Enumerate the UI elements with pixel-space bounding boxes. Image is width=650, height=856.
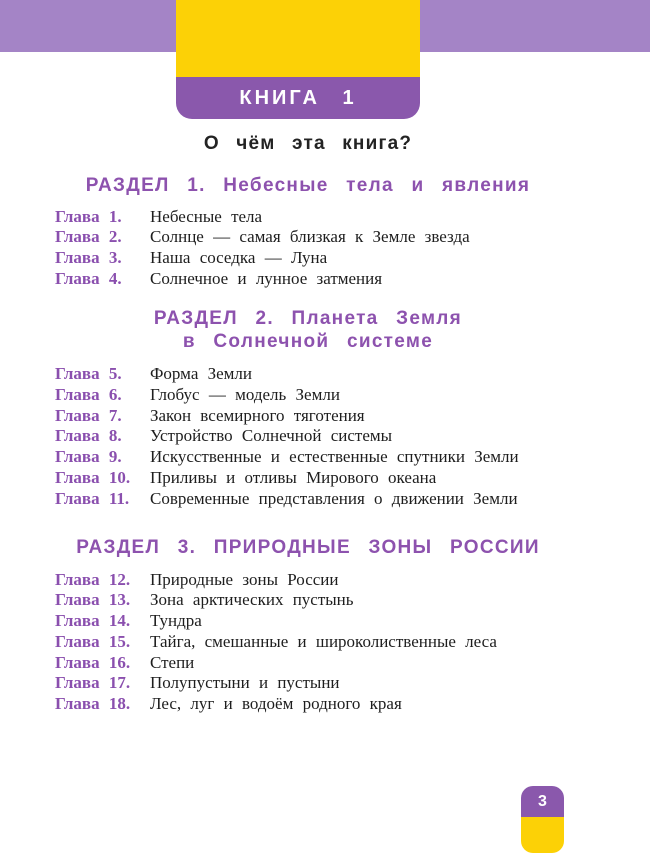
section-3-chapter-list: [55, 570, 561, 715]
chapter-title: Солнце — самая близкая к Земле звезда: [150, 227, 470, 247]
table-of-contents: [55, 0, 561, 715]
chapter-title: Искусственные и естественные спутники Земли: [150, 447, 519, 467]
table-row: [55, 673, 561, 694]
table-row: [55, 611, 561, 632]
chapter-title: Степи: [150, 652, 195, 672]
book-tab-label: КНИГА 1: [239, 86, 357, 109]
chapter-label: Глава 2.: [55, 227, 122, 247]
chapter-label: Глава 10.: [55, 467, 131, 487]
chapter-title: Небесные тела: [150, 206, 263, 226]
chapter-title: Глобус — модель Земли: [150, 385, 340, 405]
table-row: [55, 426, 561, 447]
section-3: [55, 537, 561, 714]
chapter-label: Глава 9.: [55, 447, 122, 467]
section-1-heading: РАЗДЕЛ 1. Небесные тела и явления: [85, 175, 531, 196]
chapter-label: Глава 18.: [55, 693, 131, 713]
chapter-title: Наша соседка — Луна: [150, 247, 328, 267]
chapter-title: Тайга, смешанные и широколиственные леса: [150, 631, 497, 651]
chapter-title: Форма Земли: [150, 364, 253, 384]
chapter-title: Закон всемирного тяготения: [150, 405, 365, 425]
chapter-title: Тундра: [150, 611, 202, 631]
chapter-label: Глава 5.: [55, 364, 122, 384]
table-row: [55, 269, 561, 290]
page-number: 3: [538, 792, 547, 810]
table-row: [55, 632, 561, 653]
page-number-badge: [521, 786, 564, 817]
table-row: [55, 207, 561, 228]
chapter-title: Полупустыни и пустыни: [150, 673, 340, 693]
table-row: [55, 653, 561, 674]
chapter-title: Современные представления о движении Земли: [150, 488, 518, 508]
chapter-label: Глава 16.: [55, 652, 131, 672]
table-row: [55, 468, 561, 489]
table-row: [55, 385, 561, 406]
section-2-heading: [55, 308, 561, 353]
chapter-label: Глава 17.: [55, 673, 131, 693]
table-row: [55, 406, 561, 427]
table-row: [55, 364, 561, 385]
chapter-title: Лес, луг и водоём родного края: [150, 693, 402, 713]
table-row: [55, 489, 561, 510]
table-row: [55, 694, 561, 715]
section-2-chapter-list: [55, 364, 561, 509]
chapter-label: Глава 12.: [55, 569, 131, 589]
table-row: [55, 590, 561, 611]
chapter-label: Глава 6.: [55, 385, 122, 405]
section-2-heading-line-2: в Солнечной системе: [182, 330, 434, 352]
chapter-label: Глава 15.: [55, 631, 131, 651]
chapter-label: Глава 14.: [55, 611, 131, 631]
chapter-label: Глава 3.: [55, 247, 122, 267]
chapter-label: Глава 1.: [55, 206, 122, 226]
section-3-heading: РАЗДЕЛ 3. ПРИРОДНЫЕ ЗОНЫ РОССИИ: [76, 537, 540, 559]
chapter-title: Солнечное и лунное затмения: [150, 268, 383, 288]
chapter-label: Глава 13.: [55, 590, 131, 610]
page-title: О чём эта книга?: [203, 133, 413, 154]
chapter-label: Глава 11.: [55, 488, 130, 508]
chapter-label: Глава 7.: [55, 405, 122, 425]
chapter-title: Устройство Солнечной системы: [150, 426, 393, 446]
chapter-title: Зона арктических пустынь: [150, 590, 354, 610]
section-1: [55, 175, 561, 289]
chapter-label: Глава 4.: [55, 268, 122, 288]
chapter-title: Природные зоны России: [150, 569, 339, 589]
section-2: [55, 308, 561, 509]
page-tab-yellow-part: [521, 817, 564, 853]
chapter-label: Глава 8.: [55, 426, 122, 446]
section-2-heading-line-1: РАЗДЕЛ 2. Планета Земля: [153, 308, 463, 330]
table-row: [55, 447, 561, 468]
table-row: [55, 227, 561, 248]
chapter-title: Приливы и отливы Мирового океана: [150, 467, 437, 487]
page-number-tab: [521, 786, 564, 853]
section-1-chapter-list: [55, 207, 561, 290]
table-row: [55, 570, 561, 591]
table-row: [55, 248, 561, 269]
